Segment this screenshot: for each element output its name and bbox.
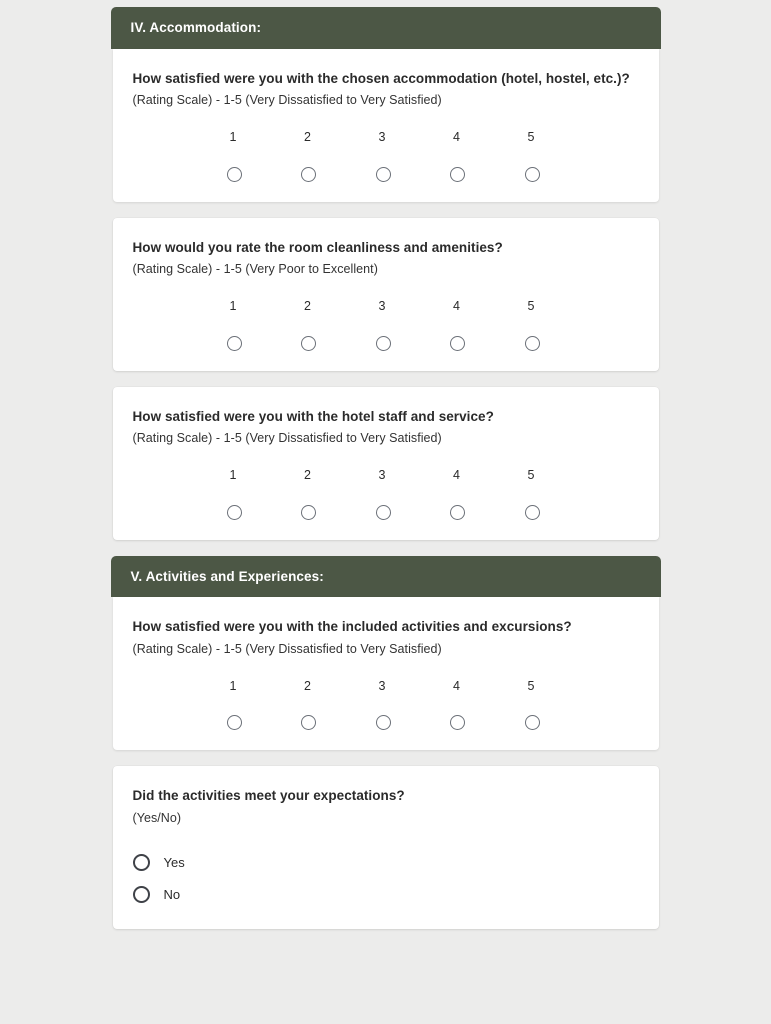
rating-number: 3 (378, 130, 386, 144)
choice-label: No (163, 886, 181, 902)
rating-option-2[interactable] (301, 680, 376, 731)
rating-number: 1 (229, 678, 237, 693)
rating-option-2[interactable] (301, 469, 376, 520)
radio-button[interactable] (301, 505, 316, 520)
rating-option-4[interactable] (450, 131, 525, 182)
radio-button[interactable] (301, 167, 316, 182)
choice-group (133, 854, 639, 903)
radio-button[interactable] (133, 886, 150, 903)
rating-scale (133, 131, 639, 182)
rating-number: 5 (527, 130, 535, 144)
question-subtitle: (Rating Scale) - 1-5 (Very Dissatisfied to Very Satisfied) (132, 641, 442, 656)
rating-number: 3 (378, 299, 386, 313)
section-header-accommodation: IV. Accommodation: (111, 7, 661, 49)
rating-option-3[interactable] (376, 680, 451, 731)
radio-button[interactable] (227, 715, 242, 730)
radio-button[interactable] (227, 505, 242, 520)
question-subtitle: (Yes/No) (132, 810, 182, 825)
radio-button[interactable] (376, 505, 391, 520)
rating-number: 1 (229, 299, 237, 313)
question-title: Did the activities meet your expectations? (132, 788, 405, 803)
rating-option-1[interactable] (227, 131, 302, 182)
card-bottom-spacer (133, 903, 639, 909)
rating-option-1[interactable] (227, 680, 302, 731)
rating-number: 4 (453, 468, 460, 482)
choice-label: Yes (163, 854, 185, 870)
rating-option-2[interactable] (301, 300, 376, 351)
rating-number: 1 (229, 130, 237, 144)
rating-option-5[interactable] (525, 300, 600, 351)
rating-number: 3 (378, 678, 386, 693)
radio-button[interactable] (301, 336, 316, 351)
rating-option-4[interactable] (450, 469, 525, 520)
rating-number: 5 (527, 468, 535, 482)
rating-option-5[interactable] (525, 469, 600, 520)
rating-scale (133, 300, 639, 351)
radio-button[interactable] (525, 505, 540, 520)
rating-option-5[interactable] (525, 131, 600, 182)
radio-button[interactable] (450, 336, 465, 351)
rating-option-5[interactable] (525, 680, 600, 731)
rating-option-1[interactable] (227, 300, 302, 351)
rating-number: 2 (304, 299, 311, 313)
rating-number: 5 (527, 299, 535, 313)
rating-number: 2 (304, 678, 311, 693)
radio-button[interactable] (376, 336, 391, 351)
section-header-activities: V. Activities and Experiences: (111, 556, 661, 598)
question-card (113, 218, 659, 371)
survey-form (111, 0, 661, 929)
question-subtitle: (Rating Scale) - 1-5 (Very Dissatisfied to Very Satisfied) (132, 93, 442, 108)
rating-option-3[interactable] (376, 469, 451, 520)
radio-button[interactable] (227, 167, 242, 182)
question-card (113, 49, 659, 202)
rating-option-2[interactable] (301, 131, 376, 182)
question-card (113, 766, 659, 929)
question-title: How satisfied were you with the chosen accommodation (hotel, hostel, etc.)? (132, 70, 630, 86)
radio-button[interactable] (376, 167, 391, 182)
question-title: How satisfied were you with the included activities and excursions? (132, 619, 572, 634)
rating-number: 3 (378, 468, 386, 482)
radio-button[interactable] (301, 715, 316, 730)
rating-option-1[interactable] (227, 469, 302, 520)
rating-scale (133, 680, 639, 731)
question-card (113, 597, 659, 750)
rating-option-4[interactable] (450, 680, 525, 731)
radio-button[interactable] (450, 505, 465, 520)
question-card (113, 387, 659, 540)
rating-number: 2 (304, 130, 311, 144)
rating-option-4[interactable] (450, 300, 525, 351)
question-title: How satisfied were you with the hotel staff and service? (132, 408, 494, 424)
choice-option-yes[interactable] (133, 854, 639, 871)
choice-option-no[interactable] (133, 886, 639, 903)
question-title: How would you rate the room cleanliness and amenities? (132, 239, 503, 255)
radio-button[interactable] (525, 715, 540, 730)
rating-number: 1 (229, 468, 237, 482)
rating-number: 4 (453, 678, 460, 693)
radio-button[interactable] (376, 715, 391, 730)
rating-number: 5 (527, 678, 535, 693)
radio-button[interactable] (450, 167, 465, 182)
radio-button[interactable] (525, 167, 540, 182)
question-subtitle: (Rating Scale) - 1-5 (Very Poor to Excellent) (132, 262, 378, 277)
question-subtitle: (Rating Scale) - 1-5 (Very Dissatisfied to Very Satisfied) (132, 431, 442, 446)
rating-number: 4 (453, 130, 460, 144)
radio-button[interactable] (227, 336, 242, 351)
rating-number: 4 (453, 299, 460, 313)
rating-option-3[interactable] (376, 131, 451, 182)
radio-button[interactable] (525, 336, 540, 351)
radio-button[interactable] (450, 715, 465, 730)
rating-number: 2 (304, 468, 311, 482)
rating-scale (133, 469, 639, 520)
rating-option-3[interactable] (376, 300, 451, 351)
radio-button[interactable] (133, 854, 150, 871)
